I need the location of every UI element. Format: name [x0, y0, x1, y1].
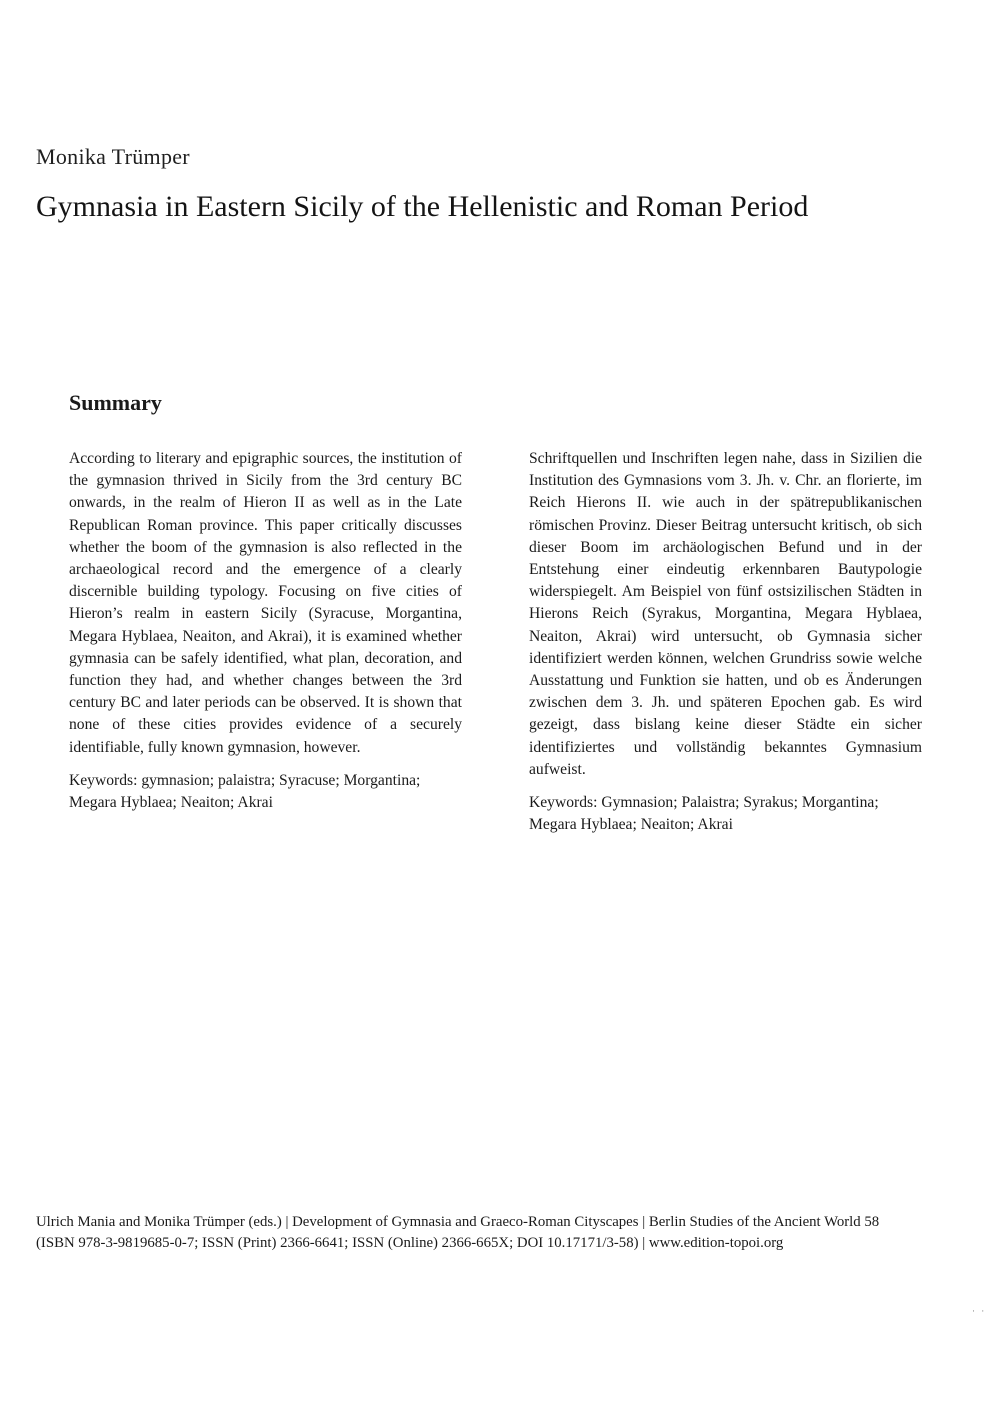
article-title: Gymnasia in Eastern Sicily of the Hellenistic and Roman Period: [36, 190, 809, 223]
page-number-mark: · ·: [972, 1306, 987, 1316]
footer-series-line: Ulrich Mania and Monika Trümper (eds.) | Development of Gymnasia and Graeco-Roman Cityscapes | Berlin Studies of the Ancient World 58: [36, 1214, 880, 1230]
publication-footer: [36, 1212, 936, 1254]
footer-identifier-line: (ISBN 978-3-9819685-0-7; ISSN (Print) 2366-6641; ISSN (Online) 2366-665X; DOI 10.17171/3-58) | www.edition-topoi.org: [36, 1235, 784, 1251]
german-summary-column: [529, 448, 922, 847]
german-abstract: Schriftquellen und Inschriften legen nahe, dass in Sizilien die Institution des Gymnasions vom 3. Jh. v. Chr. an florierte, im Reich Hierons II. wie auch in der spätrepublikanischen römischen Provinz. Dieser Beitrag untersucht kritisch, ob sich dieser Boom im archäologischen Befund und in der Entstehung einer eindeutig erkennbaren Bautypologie widerspiegelt. Am Beispiel von fünf ostsizilischen Städten in Hierons Reich (Syrakus, Morgantina, Megara Hyblaea, Neaiton, Akrai) wird untersucht, ob Gymnasia sicher identifiziert werden können, welchen Grundriss sowie welche Ausstattung und Funktion sie hatten, und ob es Änderungen zwischen dem 3. Jh. und späteren Epochen gab. Es wird gezeigt, dass bislang keine dieser Städte ein sicher identifiziertes und vollständig bekanntes Gymnasium aufweist.: [529, 450, 922, 778]
english-keywords: Keywords: gymnasion; palaistra; Syracuse; Morgantina; Megara Hyblaea; Neaiton; Akrai: [69, 771, 421, 812]
summary-heading: Summary: [69, 390, 162, 415]
english-abstract: According to literary and epigraphic sources, the institution of the gymnasion thrived in Sicily from the 3rd century BC onwards, in the realm of Hieron II as well as in the Late Republican Roman province. This paper critically discusses whether the boom of the gymnasion is also reflected in the archaeological record and the emergence of a clearly discernible building typology. Focusing on five cities of Hieron’s realm in eastern Sicily (Syracuse, Morgantina, Megara Hyblaea, Neaiton, and Akrai), it is examined whether gymnasia can be safely identified, what plan, decoration, and function they had, and whether changes between the 3rd century BC and later periods can be observed. It is shown that none of these cities provides evidence of a securely identifiable, fully known gymnasion, however.: [69, 450, 462, 756]
english-summary-column: [69, 448, 462, 825]
german-keywords: Keywords: Gymnasion; Palaistra; Syrakus; Morgantina; Megara Hyblaea; Neaiton; Akrai: [529, 794, 879, 834]
author-name: Monika Trümper: [36, 144, 190, 169]
